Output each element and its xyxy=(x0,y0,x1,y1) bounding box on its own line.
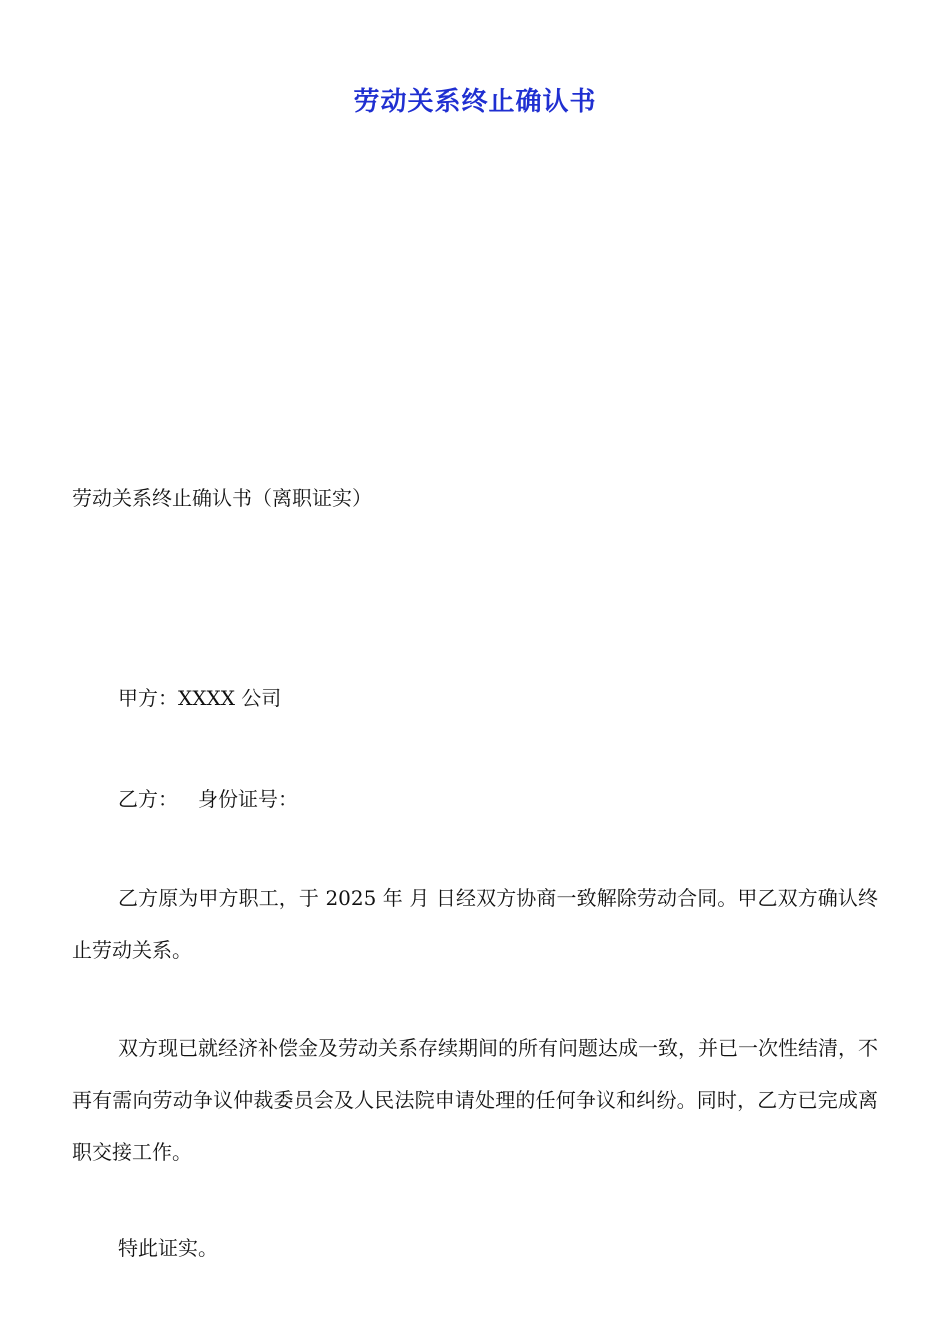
paragraph-settlement: 双方现已就经济补偿金及劳动关系存续期间的所有问题达成一致，并已一次性结清，不再有需向劳动争议仲裁委员会及人民法院申请处理的任何争议和纠纷。同时，乙方已完成离职交接工作。 xyxy=(72,1036,878,1164)
party-a-line xyxy=(118,672,924,724)
party-b-line xyxy=(118,773,924,825)
document-title: 劳动关系终止确认书 xyxy=(353,87,597,117)
party-b-id-label: 身份证号： xyxy=(198,787,298,811)
party-b-label: 乙方： xyxy=(118,787,178,811)
paragraph-termination: 乙方原为甲方职工，于 2025 年 月 日经双方协商一致解除劳动合同。甲乙双方确认终止劳动关系。 xyxy=(72,886,878,962)
party-a-value: XXXX 公司 xyxy=(178,686,282,710)
party-a-label: 甲方： xyxy=(118,686,178,710)
closing-statement: 特此证实。 xyxy=(118,1236,218,1260)
document-subtitle: 劳动关系终止确认书（离职证实） xyxy=(72,486,372,510)
